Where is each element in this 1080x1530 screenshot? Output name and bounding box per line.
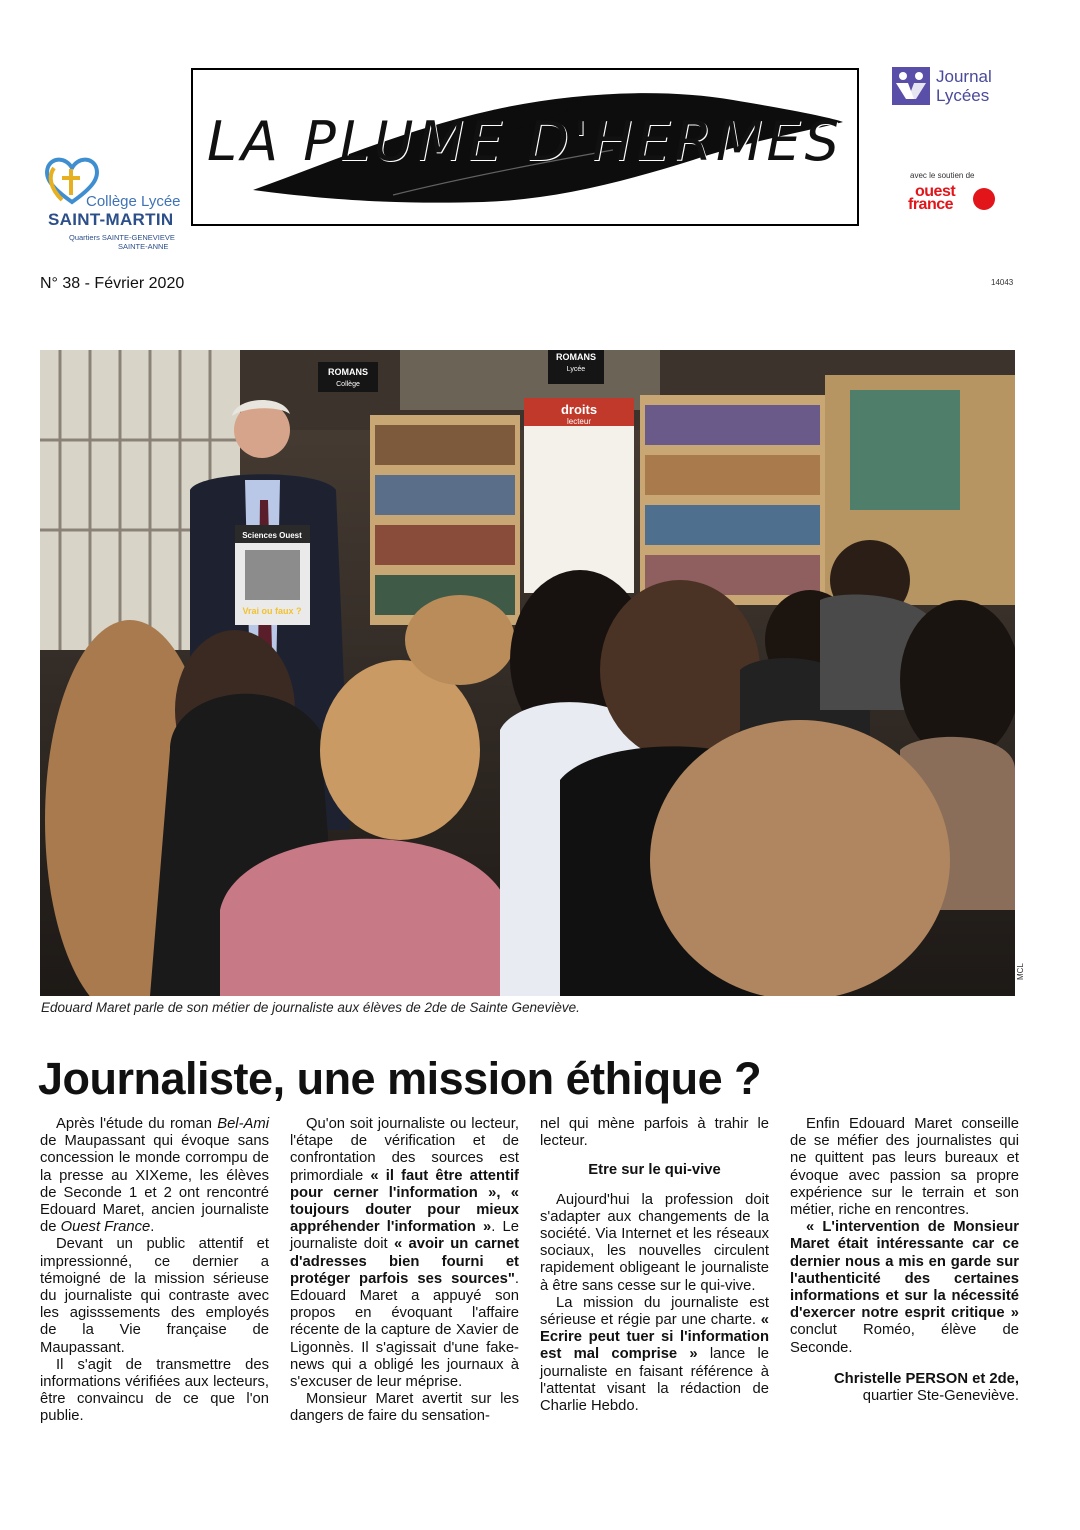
text-span: de Maupassant qui évoque sans concession le monde corrompu de la presse au XIXeme, les élèves de Seconde 1 et 2 ont rencontré Edouard Maret, ancien journaliste de — [40, 1133, 269, 1236]
article-column-1 — [40, 1116, 269, 1426]
photo-credit: MCL — [1016, 963, 1025, 980]
quote: « Ecrire peut tuer si l'information est mal comprise » — [540, 1312, 769, 1363]
school-subtitle-line2: SAINTE-ANNE — [118, 242, 169, 251]
sign-college: Collège — [336, 381, 360, 388]
ouest-france-circle-icon — [973, 188, 995, 210]
text-span: conclut Roméo, élève de Seconde. — [790, 1322, 1019, 1356]
paragraph: Aujourd'hui la profession doit s'adapter aux changements de la société. Via Internet et les réseaux sociaux, les nouvelles circulent rapidement obligeant le journaliste à être sans cesse sur le qui-vive. — [540, 1191, 769, 1294]
text-span: La mission du journaliste est sérieuse et régie par une charte. — [540, 1294, 769, 1329]
poster-title: droits — [560, 402, 598, 417]
author-location: quartier Ste-Geneviève. — [862, 1388, 1019, 1405]
text-span: Qu'on soit journaliste ou lecteur, l'étape de vérification et de confrontation des sources est primordiale — [290, 1116, 519, 1184]
journal-logo-line1: Journal — [936, 67, 992, 86]
sign-romans-college: ROMANS — [328, 367, 368, 377]
quote: « L'intervention de Monsieur Maret était intéressante car ce dernier nous a mis en garde sur l'authenticité des certaines informations et sur la nécessité d'exercer notre esprit critique » — [790, 1219, 1019, 1322]
school-subtitle-line1: Quartiers SAINTE-GENEVIEVE — [69, 233, 175, 242]
paragraph — [290, 1116, 519, 1391]
article-column-4 — [790, 1116, 1019, 1405]
library-scene — [40, 350, 1015, 996]
school-logo — [38, 150, 188, 255]
paragraph: Enfin Edouard Maret conseille de se méfier des journalistes qui ne quittent pas leurs bureaux et évoque avec passion sa propre expérience sur le terrain et son métier, riche en rencontres. — [790, 1116, 1019, 1219]
school-name-line2: SAINT-MARTIN — [48, 210, 174, 229]
paragraph: Monsieur Maret avertit sur les dangers de faire du sensation- — [290, 1391, 519, 1425]
quote: « avoir un carnet d'adresses bien fourni et protéger parfois ses sources" — [290, 1236, 519, 1287]
article-column-2 — [290, 1116, 519, 1426]
sign-romans-lycee: ROMANS — [556, 352, 596, 362]
paragraph: nel qui mène parfois à trahir le lecteur. — [540, 1116, 769, 1150]
photo-caption: Edouard Maret parle de son métier de journaliste aux élèves de 2de de Sainte Geneviève. — [41, 1000, 580, 1015]
newspaper-name: Ouest France — [60, 1219, 151, 1236]
issue-code: 14043 — [991, 278, 1014, 287]
magazine-cover-text: Vrai ou faux ? — [242, 606, 302, 616]
text-span: . Edouard Maret a appuyé son propos en évoquant l'affaire récente de la capture de Xavier de Ligonnès. Il s'agissait d'une fake-news qui a obligé les journaux à s'excuser de leur méprise. — [290, 1270, 519, 1391]
paragraph — [790, 1219, 1019, 1357]
journal-des-lycees-logo — [892, 67, 1022, 112]
quote: « il faut être attentif pour cerner l'information », « toujours douter pour mieux appréhender l'information » — [290, 1167, 519, 1236]
poster-subtitle: lecteur — [566, 417, 592, 426]
support-text: avec le soutien de — [910, 171, 975, 180]
text-span: lance le journaliste en faisant référence à l'attentat visant la rédaction de Charlie Hebdo. — [540, 1346, 769, 1415]
text-span: . — [150, 1219, 155, 1236]
paragraph: Il s'agit de transmettre des informations vérifiées aux lecteurs, être convaincu de ce que l'on publie. — [40, 1356, 269, 1425]
ouest-france-logo — [908, 183, 998, 217]
book-title: Bel-Ami — [217, 1116, 269, 1132]
issue-number: N° 38 - Février 2020 — [40, 275, 185, 292]
article-column-3 — [540, 1116, 769, 1415]
article-photo — [40, 350, 1015, 996]
masthead-title: LA PLUME D'HERMES — [207, 110, 843, 173]
paragraph — [540, 1295, 769, 1415]
text-span: Après l'étude du roman — [56, 1116, 218, 1132]
magazine-title: Sciences Ouest — [242, 531, 302, 540]
ouest-france-line1: ouest — [915, 183, 956, 200]
sign-lycee: Lycée — [566, 366, 586, 373]
ouest-france-line2: france — [908, 196, 954, 213]
text-span: . Le journaliste doit — [290, 1219, 519, 1253]
author-signature: Christelle PERSON et 2de, — [833, 1370, 1019, 1387]
journal-logo-line2: Lycées — [936, 86, 990, 105]
paragraph — [40, 1116, 269, 1236]
paragraph: Devant un public attentif et impressionné, ce dernier a témoigné de la mission sérieuse du journaliste qui contraste avec les agisssements des employés de la Vie française de Maupassant. — [40, 1236, 269, 1356]
school-name-line1: Collège Lycée — [86, 193, 181, 210]
masthead — [191, 68, 859, 226]
article-headline: Journaliste, une mission éthique ? — [38, 1053, 762, 1104]
figures-icon — [892, 67, 930, 105]
article-subheading: Etre sur le qui-vive — [588, 1162, 721, 1179]
